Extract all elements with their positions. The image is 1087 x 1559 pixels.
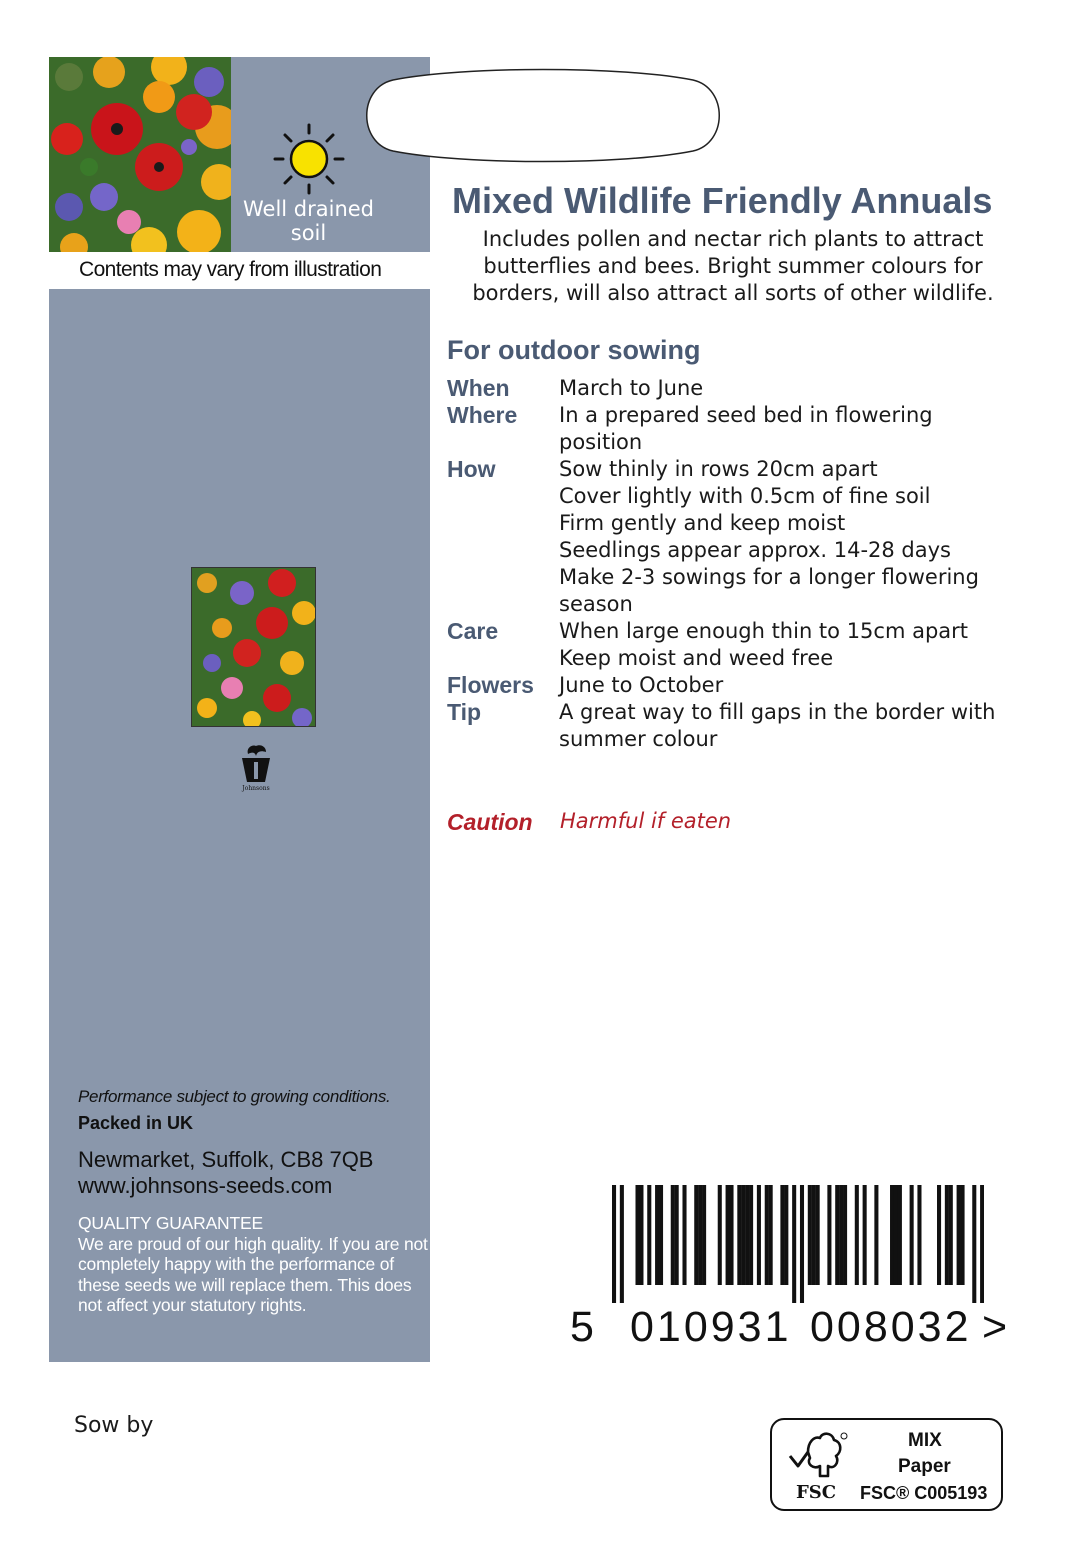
sowing-heading: For outdoor sowing [447,335,701,365]
sowing-line: Cover lightly with 0.5cm of fine soil [559,484,931,508]
barcode-bar [949,1185,953,1285]
sun-label: Well drained soil [242,197,375,245]
barcode-bar [816,1185,820,1285]
sowing-line: March to June [559,376,704,400]
barcode-bar [917,1185,921,1285]
barcode-left-group: 010931 [630,1303,792,1351]
barcode-bar [698,1185,702,1285]
barcode-bar [745,1185,749,1285]
flower-photo [49,57,231,252]
barcode-bar [702,1185,706,1285]
caution-label: Caution [447,809,533,835]
barcode-bar [957,1185,961,1285]
sowing-line: A great way to fill gaps in the border with [559,700,996,724]
sowing-line: Seedlings appear approx. 14-28 days [559,538,951,562]
barcode-bar [784,1185,788,1285]
sowing-line: summer colour [559,727,718,751]
sowing-label: When [447,375,510,401]
quality-heading: QUALITY GUARANTEE [78,1213,263,1233]
sowing-line: Sow thinly in rows 20cm apart [559,457,878,481]
quality-text: We are proud of our high quality. If you are not completely happy with the performance of these seeds we will replace them. This does not affect your statutory rights. [78,1233,428,1315]
barcode-bar [726,1185,730,1285]
brand-mark-text: Johnsons [242,785,270,792]
barcode-guard-bar [800,1185,804,1303]
barcode [612,1185,984,1303]
sowing-label: Where [447,402,518,428]
barcode-guard-bar [620,1185,624,1303]
sowing-value [559,456,1047,618]
barcode-bar [757,1185,761,1285]
barcode-bar [682,1185,686,1285]
sowing-line: season [559,592,633,616]
sow-by-label: Sow by [74,1413,154,1438]
barcode-bar [737,1185,741,1285]
barcode-guard-bar [980,1185,984,1303]
barcode-digits [570,1303,1020,1353]
barcode-bar [659,1185,663,1285]
barcode-bar [749,1185,753,1285]
sowing-value [559,699,1047,753]
sowing-value [559,672,1047,699]
barcode-bar [741,1185,745,1285]
sowing-row-flowers [447,672,1047,699]
website-link[interactable]: www.johnsons-seeds.com [78,1173,333,1198]
barcode-bar [937,1185,941,1285]
sowing-line: In a prepared seed bed in flowering [559,403,933,427]
sun-icon [269,119,349,199]
barcode-bar [671,1185,675,1285]
sowing-instructions [447,375,1047,753]
barcode-bar [769,1185,773,1285]
fsc-badge [770,1418,1003,1511]
barcode-bar [827,1185,831,1285]
barcode-bar [898,1185,902,1285]
address-line: Newmarket, Suffolk, CB8 7QB [78,1147,374,1172]
barcode-bar [694,1185,698,1285]
barcode-bar [839,1185,843,1285]
barcode-right-group: 008032 [810,1303,972,1351]
barcode-bar [655,1185,659,1285]
sowing-label: Tip [447,699,482,725]
sowing-line: Firm gently and keep moist [559,511,846,535]
left-panel [49,57,430,1362]
barcode-bar [812,1185,816,1285]
fsc-tree-icon [786,1430,848,1482]
barcode-guard-bar [972,1185,976,1303]
flower-photo-image [49,57,231,252]
fsc-mix: MIX [908,1430,942,1451]
fsc-paper: Paper [898,1456,951,1477]
barcode-bar [863,1185,867,1285]
small-flower-photo-image [192,568,316,727]
sowing-row-how [447,456,1047,618]
sowing-label: Flowers [447,672,534,698]
barcode-bar [945,1185,949,1285]
barcode-guard-bar [792,1185,796,1303]
sowing-row-care [447,618,1047,672]
barcode-bar [635,1185,639,1285]
sowing-line: Make 2-3 sowings for a longer flowering [559,565,979,589]
sowing-label: Care [447,618,499,644]
sowing-line: When large enough thin to 15cm apart [559,619,969,643]
barcode-bar [765,1185,769,1285]
performance-note: Performance subject to growing conditions. [78,1087,391,1106]
fsc-word: FSC [796,1482,837,1503]
barcode-bar [808,1185,812,1285]
sowing-row-tip [447,699,1047,753]
barcode-bar [718,1185,722,1285]
hang-tab-hole [363,68,725,163]
barcode-guard-bar [612,1185,616,1303]
barcode-bar [639,1185,643,1285]
barcode-bar [647,1185,651,1285]
barcode-bar [855,1185,859,1285]
contents-strip [49,252,430,289]
barcode-bar [843,1185,847,1285]
quality-guarantee [78,1213,428,1316]
packed-in: Packed in UK [78,1113,194,1133]
sowing-row-when [447,375,1047,402]
barcode-bar [890,1185,894,1285]
caution-text: Harmful if eaten [560,809,732,833]
sowing-value [559,618,1047,672]
barcode-end-marker: > [982,1303,1008,1351]
barcode-bar [874,1185,878,1285]
sowing-line: position [559,430,643,454]
barcode-bar [961,1185,965,1285]
barcode-first-digit: 5 [570,1303,594,1351]
fsc-code: FSC® C005193 [860,1483,988,1503]
sowing-value [559,375,1047,402]
barcode-bar [910,1185,914,1285]
address-block [78,1147,374,1199]
barcode-bar [835,1185,839,1285]
sowing-value [559,402,1047,456]
sowing-label: How [447,456,496,482]
sowing-row-where [447,402,1047,456]
small-flower-photo [191,567,316,727]
johnsons-pot-logo [236,742,276,792]
barcode-bar [780,1185,784,1285]
sowing-line: June to October [559,673,724,697]
barcode-bar [894,1185,898,1285]
contents-note: Contents may vary from illustration [79,258,382,281]
barcode-bar [729,1185,733,1285]
barcode-bar [675,1185,679,1285]
sowing-line: Keep moist and weed free [559,646,834,670]
product-title: Mixed Wildlife Friendly Annuals [452,180,993,221]
product-intro: Includes pollen and nectar rich plants to attract butterflies and bees. Bright summer colours for borders, will also attract all sorts of other wildlife. [472,227,994,305]
